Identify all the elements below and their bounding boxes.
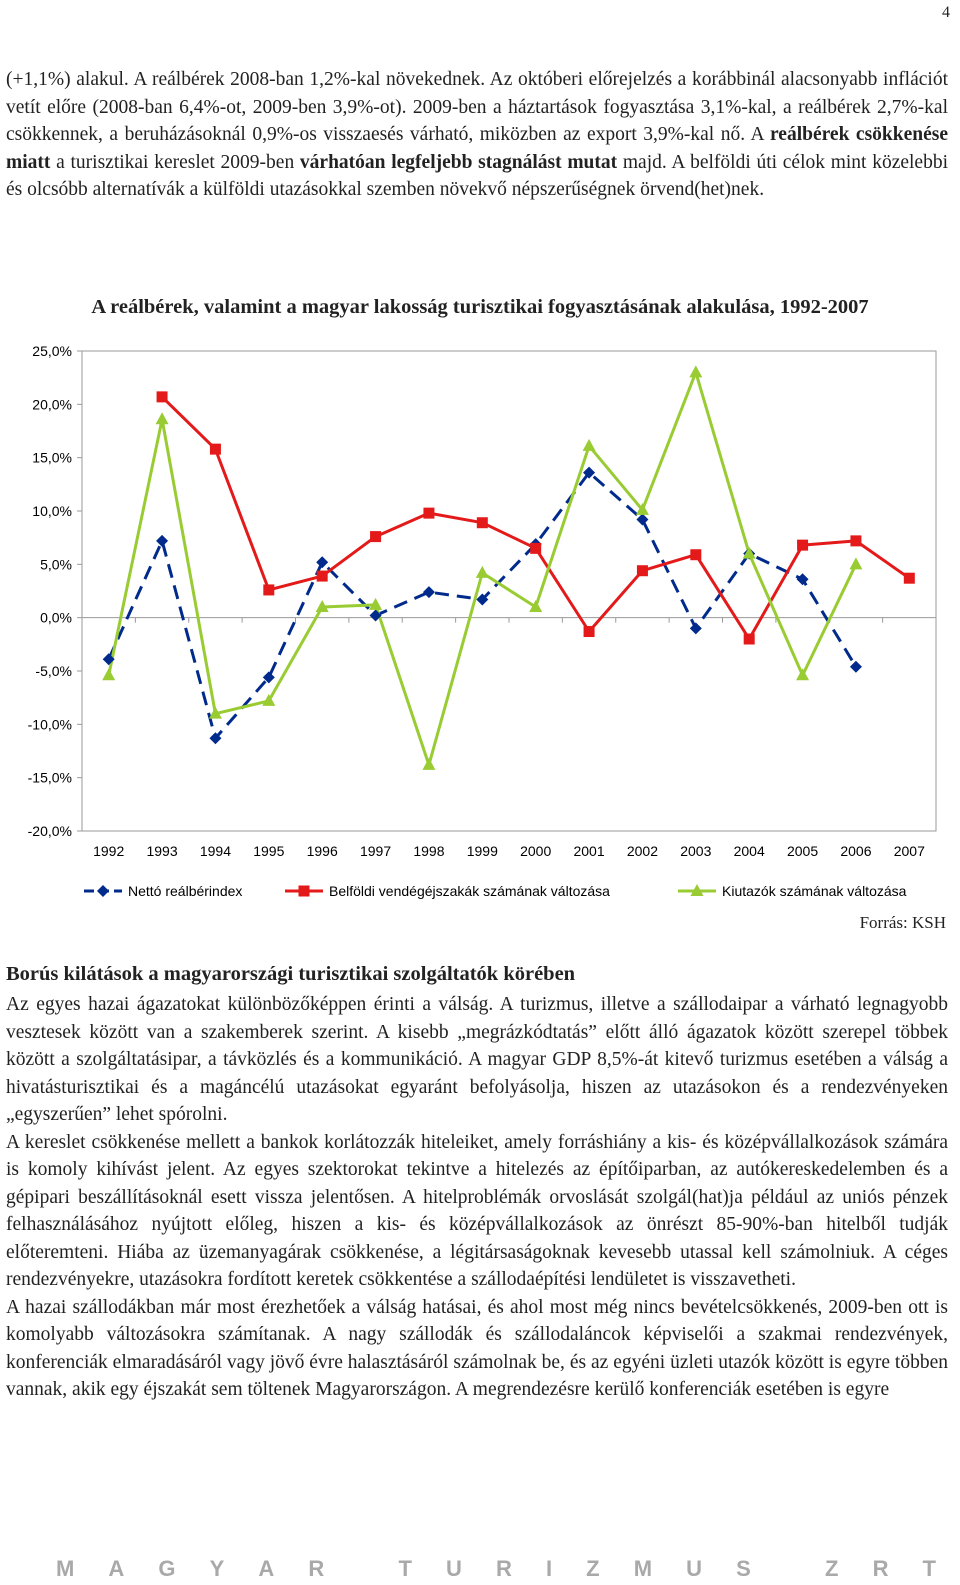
y-tick-label: 25,0%	[32, 343, 72, 359]
x-tick-label: 1996	[306, 843, 338, 859]
x-tick-label: 1993	[146, 843, 178, 859]
x-tick-label: 1992	[93, 843, 125, 859]
footer-letter: U	[446, 1556, 462, 1581]
legend-label: Kiutazók számának változása	[722, 883, 907, 899]
x-tick-label: 2004	[733, 843, 765, 859]
footer-brand	[56, 1556, 936, 1582]
data-point	[690, 622, 702, 634]
intro-text-2: a turisztikai kereslet 2009-ben	[50, 151, 300, 173]
data-point	[210, 444, 221, 455]
x-tick-label: 1995	[253, 843, 285, 859]
footer-letter: Y	[209, 1556, 225, 1581]
footer-letter: G	[158, 1556, 176, 1581]
data-point	[850, 535, 861, 546]
footer-letter: M	[633, 1556, 653, 1581]
y-tick-label: -5,0%	[35, 663, 72, 679]
data-point	[796, 668, 809, 680]
intro-paragraph	[6, 66, 948, 204]
x-tick-label: 2000	[520, 843, 552, 859]
section-heading: Borús kilátások a magyarországi turisztikai szolgáltatók körében	[6, 963, 576, 985]
data-point	[422, 758, 435, 770]
data-point	[263, 584, 274, 595]
y-tick-label: -15,0%	[27, 769, 72, 786]
footer-letter	[358, 1556, 364, 1582]
footer-letter: M	[56, 1556, 75, 1581]
legend-label: Nettó reálbérindex	[128, 883, 243, 899]
y-tick-label: 10,0%	[32, 503, 72, 519]
data-point	[156, 412, 169, 424]
line-chart	[0, 335, 960, 915]
data-point	[744, 634, 755, 645]
data-point	[317, 571, 328, 582]
y-tick-label: 5,0%	[40, 556, 72, 573]
data-point	[689, 365, 702, 377]
x-tick-label: 1998	[413, 843, 445, 859]
footer-letter: Z	[586, 1556, 600, 1581]
footer-letter: R	[872, 1556, 889, 1581]
footer-letter: A	[258, 1556, 275, 1581]
body-paragraph-1: Az egyes hazai ágazatokat különbözőképpen érinti a válság. A turizmus, illetve a szállodaipar a várható legnagyobb vesztesek között van a szakemberek szerint. A kisebb „megrázkódtatás” előtt álló ágazatok között szerepel többek között a szolgáltatásipar, a távközlés és a kommunikáció. A magyar GDP 8,5%-át kitevő turizmus esetében a válság a hivatásturisztikai és a magáncélú utazásokat egyaránt befolyásolja, hiszen az utazásokon és a rendezvényeken „egyszerűen” lehet spórolni.	[6, 994, 948, 1125]
footer-letter: R	[308, 1556, 325, 1581]
data-point	[476, 566, 489, 578]
data-point	[530, 543, 541, 554]
legend-label: Belföldi vendégéjszakák számának változása	[329, 883, 610, 899]
data-point	[316, 556, 328, 568]
body-paragraph-3: A hazai szállodákban már most érezhetőek a válság hatásai, és ahol most még nincs bevételcsökkenés, 2009-ben ott is komolyabb változásokra számítanak. A nagy szállodák és szállodaláncok képviselői a szakmai rendezvények, konferenciák elmaradásáról vagy jövő évre halasztásáról számolnak be, és az egyéni üzleti utazók között is egyre többen vannak, akik egy éjszakát sem töltenek Magyarországon. A megrendezésre kerülő konferenciák esetében is egyre	[6, 1296, 948, 1400]
data-point	[102, 668, 115, 680]
data-point	[636, 514, 648, 526]
footer-letter: I	[545, 1556, 553, 1581]
x-tick-label: 2001	[573, 843, 605, 859]
data-point	[423, 586, 435, 598]
data-point	[299, 886, 310, 897]
x-tick-label: 2002	[626, 843, 659, 859]
footer-letter: T	[922, 1556, 936, 1581]
body-text	[6, 991, 948, 1404]
source-note: Forrás: KSH	[859, 913, 946, 932]
body-paragraph-2: A kereslet csökkenése mellett a bankok korlátozzák hiteleiket, amely forráshiány a kis- és középvállalkozások számára is komoly kihívást jelent. Az egyes szektorokat tekintve a hitelezés az építőiparban, az autókereskedelemben és a gépipari beszállításoknál esett vissza jelentősen. A hitelproblémák orvoslását szolgál(hat)ja például az uniós pénzek felhasználásához nyújtott előleg, hiszen a kis- és középvállalkozások az önrészt 85-90%-ban hitelből tudják előteremteni. Hiába az üzemanyagárak csökkenése, a légitársaságoknak kevesebb utassal kell számolniuk. A céges rendezvényekre, utazásokra fordított keretek csökkentése a szállodaépítési lendületet is visszavetheti.	[6, 1131, 948, 1290]
intro-bold-1: reálbérek csökkenése miatt	[6, 124, 949, 173]
data-point	[97, 885, 109, 897]
data-point	[583, 439, 596, 451]
x-tick-label: 2006	[840, 843, 872, 859]
intro-text-1: (+1,1%) alakul. A reálbérek 2008-ban 1,2%-kal növekednek. Az októberi előrejelzés a korábbinál alacsonyabb inflációt vetít előre (2008-ban 6,4%-ot, 2009-ben 3,9%-ot). 2009-ben a háztartások fogyasztása 3,1%-kal, a reálbérek 2,7%-kal csökkennek, a beruházásoknál 0,9%-os visszaesés várható, miközben az export 3,9%-kal nő. A	[6, 69, 948, 145]
y-tick-label: -10,0%	[27, 716, 72, 733]
footer-letter: T	[398, 1556, 412, 1581]
data-point	[370, 531, 381, 542]
x-tick-label: 2005	[786, 843, 819, 859]
x-tick-label: 2007	[893, 843, 925, 859]
page-number: 4	[942, 4, 950, 21]
intro-text-3: majd. A belföldi úti célok mint közelebbi és olcsóbb alternatívák a külföldi utazásokkal szemben növekvő népszerűségnek örvend(het)nek.	[6, 151, 948, 200]
data-point	[637, 565, 648, 576]
data-point	[849, 557, 862, 569]
y-tick-label: 15,0%	[32, 449, 72, 466]
data-point	[156, 535, 168, 547]
x-tick-label: 2003	[680, 843, 712, 859]
x-tick-label: 1997	[359, 843, 392, 859]
footer-letter: S	[736, 1556, 751, 1581]
data-point	[477, 517, 488, 528]
data-point	[157, 391, 168, 402]
data-point	[797, 540, 808, 551]
intro-bold-2: várhatóan legfeljebb stagnálást mutat	[299, 151, 618, 173]
y-tick-label: 0,0%	[40, 609, 72, 626]
data-point	[423, 508, 434, 519]
x-tick-label: 1994	[199, 843, 232, 859]
footer-letter: Z	[825, 1556, 839, 1581]
data-point	[690, 549, 701, 560]
chart-title: A reálbérek, valamint a magyar lakosság turisztikai fogyasztásának alakulása, 1992-2007	[91, 296, 869, 318]
footer-letter	[785, 1556, 791, 1582]
x-tick-label: 1999	[466, 843, 498, 859]
y-tick-label: -20,0%	[27, 823, 72, 839]
data-point	[850, 661, 862, 673]
y-tick-label: 20,0%	[32, 396, 72, 413]
footer-letter: A	[108, 1556, 125, 1581]
footer-letter: U	[686, 1556, 702, 1581]
data-point	[529, 600, 542, 612]
data-point	[904, 573, 915, 584]
footer-letter: R	[495, 1556, 512, 1581]
data-point	[584, 626, 595, 637]
